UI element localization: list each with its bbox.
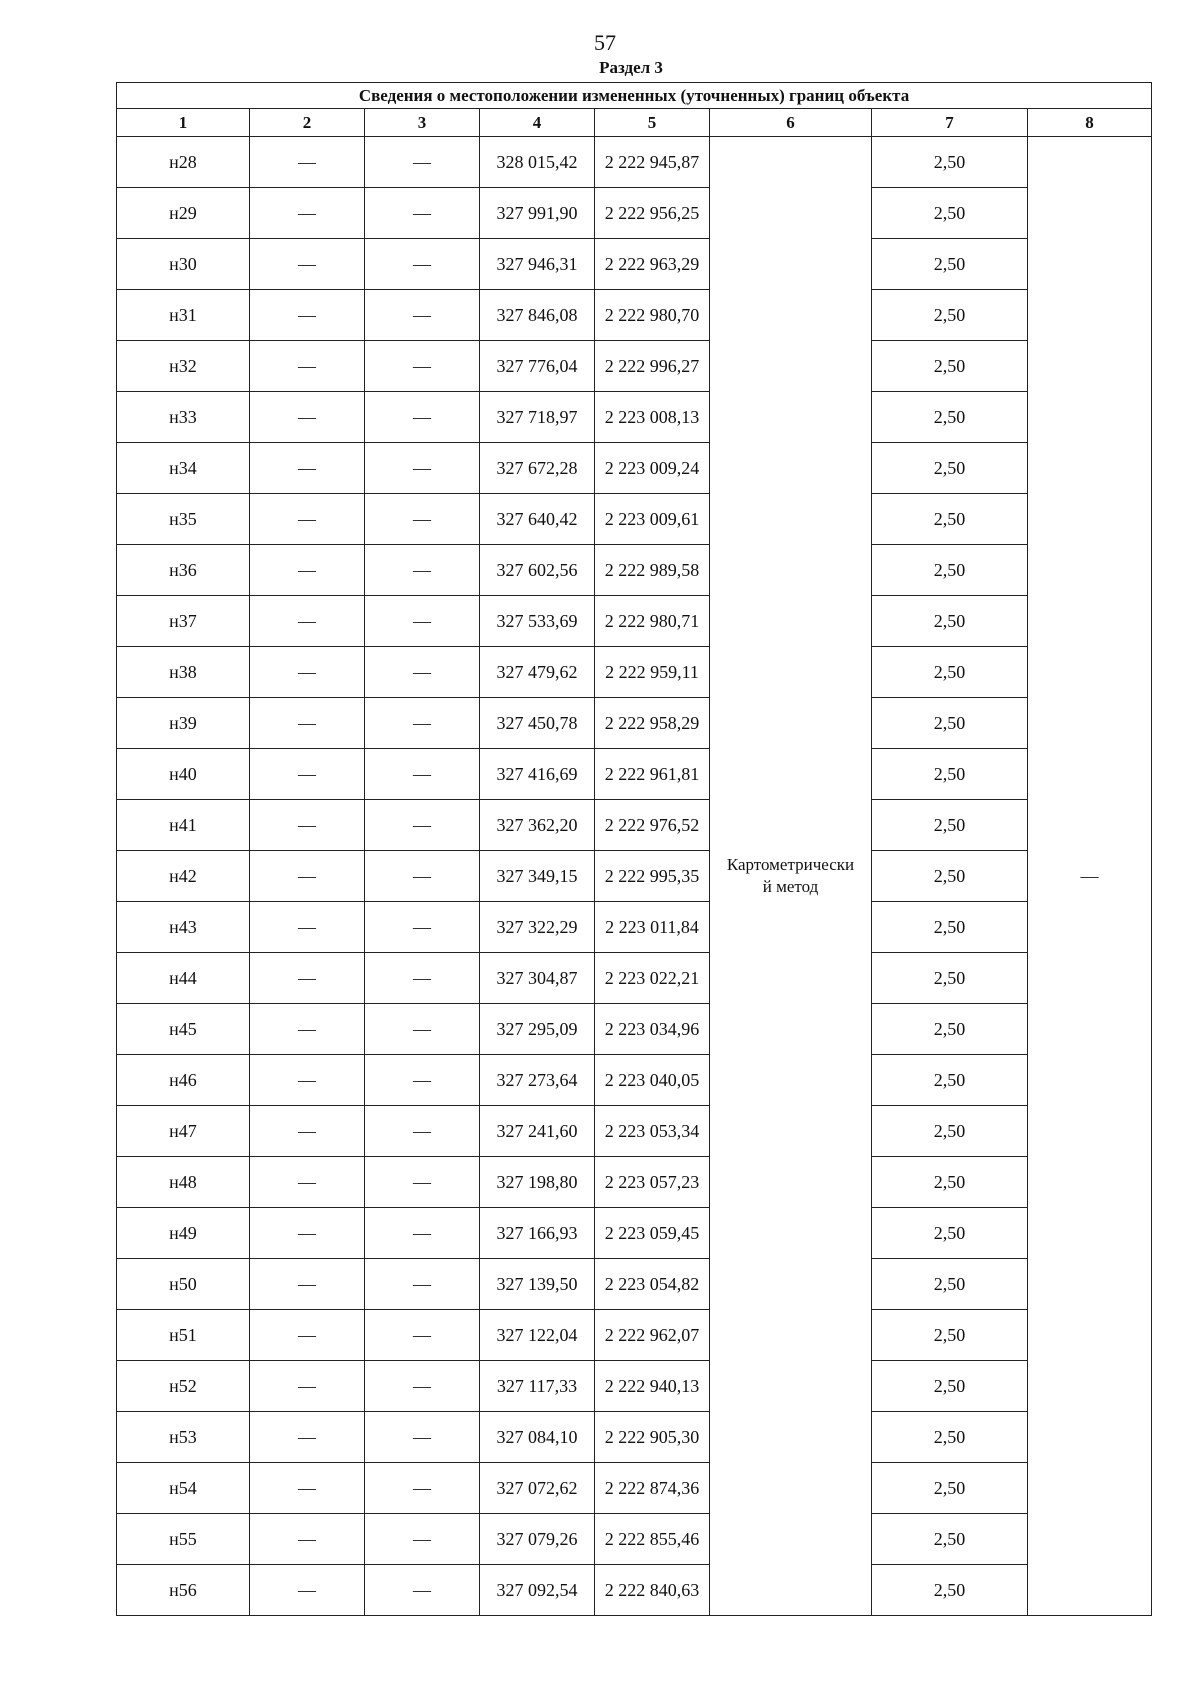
x-coordinate-cell: 327 117,33: [480, 1361, 595, 1412]
point-cell: н49: [117, 1208, 250, 1259]
x-coordinate-cell: 327 640,42: [480, 494, 595, 545]
table-row: [117, 1565, 1152, 1616]
y-coordinate-cell: 2 223 059,45: [595, 1208, 710, 1259]
table-row: [117, 1055, 1152, 1106]
accuracy-cell: 2,50: [872, 1055, 1028, 1106]
column3-cell: —: [365, 749, 480, 800]
point-cell: н53: [117, 1412, 250, 1463]
column2-cell: —: [250, 647, 365, 698]
accuracy-cell: 2,50: [872, 1004, 1028, 1055]
accuracy-cell: 2,50: [872, 1412, 1028, 1463]
accuracy-cell: 2,50: [872, 596, 1028, 647]
table-row: [117, 698, 1152, 749]
method-text-line: Картометрически: [726, 855, 855, 874]
column3-cell: —: [365, 392, 480, 443]
table-row: [117, 545, 1152, 596]
table-row: [117, 647, 1152, 698]
y-coordinate-cell: 2 222 945,87: [595, 137, 710, 188]
accuracy-cell: 2,50: [872, 1463, 1028, 1514]
point-cell: н56: [117, 1565, 250, 1616]
accuracy-cell: 2,50: [872, 137, 1028, 188]
column2-cell: —: [250, 1004, 365, 1055]
column-number: 4: [480, 109, 595, 137]
column2-cell: —: [250, 1259, 365, 1310]
point-cell: н40: [117, 749, 250, 800]
point-cell: н48: [117, 1157, 250, 1208]
accuracy-cell: 2,50: [872, 953, 1028, 1004]
column2-cell: —: [250, 290, 365, 341]
column2-cell: —: [250, 1565, 365, 1616]
table-row: [117, 1361, 1152, 1412]
column3-cell: —: [365, 494, 480, 545]
column2-cell: —: [250, 851, 365, 902]
accuracy-cell: 2,50: [872, 1208, 1028, 1259]
point-cell: н52: [117, 1361, 250, 1412]
x-coordinate-cell: 327 166,93: [480, 1208, 595, 1259]
y-coordinate-cell: 2 222 995,35: [595, 851, 710, 902]
y-coordinate-cell: 2 223 009,61: [595, 494, 710, 545]
x-coordinate-cell: 327 602,56: [480, 545, 595, 596]
column2-cell: —: [250, 1412, 365, 1463]
x-coordinate-cell: 327 084,10: [480, 1412, 595, 1463]
x-coordinate-cell: 327 241,60: [480, 1106, 595, 1157]
table-row: [117, 1259, 1152, 1310]
column2-cell: —: [250, 1463, 365, 1514]
accuracy-cell: 2,50: [872, 698, 1028, 749]
y-coordinate-cell: 2 222 874,36: [595, 1463, 710, 1514]
y-coordinate-cell: 2 222 959,11: [595, 647, 710, 698]
table-row: [117, 341, 1152, 392]
column3-cell: —: [365, 443, 480, 494]
x-coordinate-cell: 327 416,69: [480, 749, 595, 800]
column3-cell: —: [365, 137, 480, 188]
table-row: [117, 902, 1152, 953]
column2-cell: —: [250, 698, 365, 749]
table-row: [117, 800, 1152, 851]
column2-cell: —: [250, 1157, 365, 1208]
accuracy-cell: 2,50: [872, 239, 1028, 290]
point-cell: н35: [117, 494, 250, 545]
accuracy-cell: 2,50: [872, 1259, 1028, 1310]
table-caption: Сведения о местоположении измененных (уточненных) границ объекта: [117, 83, 1152, 109]
x-coordinate-cell: 327 273,64: [480, 1055, 595, 1106]
point-cell: н39: [117, 698, 250, 749]
x-coordinate-cell: 327 349,15: [480, 851, 595, 902]
column3-cell: —: [365, 1157, 480, 1208]
y-coordinate-cell: 2 223 054,82: [595, 1259, 710, 1310]
column3-cell: —: [365, 698, 480, 749]
table-row: [117, 953, 1152, 1004]
x-coordinate-cell: 327 846,08: [480, 290, 595, 341]
table-row: [117, 494, 1152, 545]
point-cell: н54: [117, 1463, 250, 1514]
table-row: [117, 1463, 1152, 1514]
accuracy-cell: 2,50: [872, 902, 1028, 953]
accuracy-cell: 2,50: [872, 341, 1028, 392]
accuracy-cell: 2,50: [872, 188, 1028, 239]
table-row: [117, 1514, 1152, 1565]
y-coordinate-cell: 2 223 009,24: [595, 443, 710, 494]
point-cell: н55: [117, 1514, 250, 1565]
column3-cell: —: [365, 545, 480, 596]
column2-cell: —: [250, 341, 365, 392]
x-coordinate-cell: 328 015,42: [480, 137, 595, 188]
accuracy-cell: 2,50: [872, 1514, 1028, 1565]
column3-cell: —: [365, 1106, 480, 1157]
y-coordinate-cell: 2 223 057,23: [595, 1157, 710, 1208]
column2-cell: —: [250, 800, 365, 851]
table-row: [117, 137, 1152, 188]
table-row: [117, 1004, 1152, 1055]
point-cell: н37: [117, 596, 250, 647]
table-row: [117, 749, 1152, 800]
method-cell: [710, 137, 872, 1616]
y-coordinate-cell: 2 222 980,71: [595, 596, 710, 647]
column3-cell: —: [365, 902, 480, 953]
accuracy-cell: 2,50: [872, 800, 1028, 851]
column-number-row: [117, 109, 1152, 137]
column-number: 7: [872, 109, 1028, 137]
y-coordinate-cell: 2 222 961,81: [595, 749, 710, 800]
column-number: 2: [250, 109, 365, 137]
column-number: 6: [710, 109, 872, 137]
page-number: 57: [594, 30, 616, 55]
x-coordinate-cell: 327 991,90: [480, 188, 595, 239]
accuracy-cell: 2,50: [872, 1157, 1028, 1208]
table-row: [117, 290, 1152, 341]
section-title: Раздел 3: [599, 58, 663, 77]
point-cell: н31: [117, 290, 250, 341]
y-coordinate-cell: 2 222 976,52: [595, 800, 710, 851]
table-row: [117, 239, 1152, 290]
y-coordinate-cell: 2 222 962,07: [595, 1310, 710, 1361]
point-cell: н29: [117, 188, 250, 239]
column-number: 1: [117, 109, 250, 137]
column-number: 8: [1028, 109, 1152, 137]
table-row: [117, 443, 1152, 494]
point-cell: н32: [117, 341, 250, 392]
table-row: [117, 1310, 1152, 1361]
column3-cell: —: [365, 188, 480, 239]
column3-cell: —: [365, 647, 480, 698]
point-cell: н50: [117, 1259, 250, 1310]
point-cell: н51: [117, 1310, 250, 1361]
x-coordinate-cell: 327 533,69: [480, 596, 595, 647]
y-coordinate-cell: 2 222 996,27: [595, 341, 710, 392]
column2-cell: —: [250, 1514, 365, 1565]
x-coordinate-cell: 327 718,97: [480, 392, 595, 443]
column-number: 5: [595, 109, 710, 137]
column2-cell: —: [250, 239, 365, 290]
y-coordinate-cell: 2 222 980,70: [595, 290, 710, 341]
column2-cell: —: [250, 137, 365, 188]
column2-cell: —: [250, 596, 365, 647]
column8-cell: —: [1028, 137, 1152, 1616]
x-coordinate-cell: 327 304,87: [480, 953, 595, 1004]
column2-cell: —: [250, 953, 365, 1004]
y-coordinate-cell: 2 223 053,34: [595, 1106, 710, 1157]
column2-cell: —: [250, 494, 365, 545]
x-coordinate-cell: 327 122,04: [480, 1310, 595, 1361]
point-cell: н33: [117, 392, 250, 443]
column2-cell: —: [250, 545, 365, 596]
column3-cell: —: [365, 1412, 480, 1463]
y-coordinate-cell: 2 222 958,29: [595, 698, 710, 749]
x-coordinate-cell: 327 322,29: [480, 902, 595, 953]
point-cell: н38: [117, 647, 250, 698]
column2-cell: —: [250, 1106, 365, 1157]
point-cell: н30: [117, 239, 250, 290]
table-row: [117, 1157, 1152, 1208]
table-body: [117, 137, 1152, 1616]
point-cell: н34: [117, 443, 250, 494]
column3-cell: —: [365, 1055, 480, 1106]
column2-cell: —: [250, 392, 365, 443]
accuracy-cell: 2,50: [872, 1310, 1028, 1361]
y-coordinate-cell: 2 222 963,29: [595, 239, 710, 290]
x-coordinate-cell: 327 295,09: [480, 1004, 595, 1055]
accuracy-cell: 2,50: [872, 1361, 1028, 1412]
column3-cell: —: [365, 1463, 480, 1514]
accuracy-cell: 2,50: [872, 749, 1028, 800]
accuracy-cell: 2,50: [872, 1106, 1028, 1157]
point-cell: н45: [117, 1004, 250, 1055]
y-coordinate-cell: 2 222 905,30: [595, 1412, 710, 1463]
column2-cell: —: [250, 902, 365, 953]
point-cell: н41: [117, 800, 250, 851]
y-coordinate-cell: 2 223 011,84: [595, 902, 710, 953]
column3-cell: —: [365, 239, 480, 290]
point-cell: н28: [117, 137, 250, 188]
column3-cell: —: [365, 1004, 480, 1055]
point-cell: н42: [117, 851, 250, 902]
table-row: [117, 188, 1152, 239]
accuracy-cell: 2,50: [872, 290, 1028, 341]
y-coordinate-cell: 2 223 034,96: [595, 1004, 710, 1055]
column2-cell: —: [250, 749, 365, 800]
column3-cell: —: [365, 953, 480, 1004]
boundary-points-table: [116, 82, 1152, 1616]
accuracy-cell: 2,50: [872, 647, 1028, 698]
y-coordinate-cell: 2 222 840,63: [595, 1565, 710, 1616]
method-text-line: й метод: [762, 877, 819, 896]
point-cell: н44: [117, 953, 250, 1004]
x-coordinate-cell: 327 479,62: [480, 647, 595, 698]
point-cell: н43: [117, 902, 250, 953]
column3-cell: —: [365, 851, 480, 902]
column2-cell: —: [250, 188, 365, 239]
table-row: [117, 851, 1152, 902]
x-coordinate-cell: 327 450,78: [480, 698, 595, 749]
column3-cell: —: [365, 341, 480, 392]
y-coordinate-cell: 2 222 940,13: [595, 1361, 710, 1412]
x-coordinate-cell: 327 092,54: [480, 1565, 595, 1616]
accuracy-cell: 2,50: [872, 443, 1028, 494]
x-coordinate-cell: 327 072,62: [480, 1463, 595, 1514]
y-coordinate-cell: 2 222 956,25: [595, 188, 710, 239]
accuracy-cell: 2,50: [872, 1565, 1028, 1616]
column3-cell: —: [365, 290, 480, 341]
table-row: [117, 1208, 1152, 1259]
column3-cell: —: [365, 1310, 480, 1361]
accuracy-cell: 2,50: [872, 494, 1028, 545]
column-number: 3: [365, 109, 480, 137]
column3-cell: —: [365, 1565, 480, 1616]
column3-cell: —: [365, 1259, 480, 1310]
x-coordinate-cell: 327 139,50: [480, 1259, 595, 1310]
x-coordinate-cell: 327 946,31: [480, 239, 595, 290]
column3-cell: —: [365, 596, 480, 647]
column2-cell: —: [250, 1361, 365, 1412]
table-row: [117, 1106, 1152, 1157]
y-coordinate-cell: 2 223 040,05: [595, 1055, 710, 1106]
x-coordinate-cell: 327 198,80: [480, 1157, 595, 1208]
column3-cell: —: [365, 1361, 480, 1412]
column2-cell: —: [250, 1310, 365, 1361]
column2-cell: —: [250, 1055, 365, 1106]
y-coordinate-cell: 2 222 855,46: [595, 1514, 710, 1565]
y-coordinate-cell: 2 223 022,21: [595, 953, 710, 1004]
column2-cell: —: [250, 443, 365, 494]
column3-cell: —: [365, 1208, 480, 1259]
x-coordinate-cell: 327 362,20: [480, 800, 595, 851]
column2-cell: —: [250, 1208, 365, 1259]
accuracy-cell: 2,50: [872, 392, 1028, 443]
table-row: [117, 1412, 1152, 1463]
column3-cell: —: [365, 800, 480, 851]
point-cell: н46: [117, 1055, 250, 1106]
table-row: [117, 596, 1152, 647]
x-coordinate-cell: 327 672,28: [480, 443, 595, 494]
accuracy-cell: 2,50: [872, 851, 1028, 902]
x-coordinate-cell: 327 079,26: [480, 1514, 595, 1565]
column3-cell: —: [365, 1514, 480, 1565]
point-cell: н47: [117, 1106, 250, 1157]
y-coordinate-cell: 2 222 989,58: [595, 545, 710, 596]
table-row: [117, 392, 1152, 443]
x-coordinate-cell: 327 776,04: [480, 341, 595, 392]
accuracy-cell: 2,50: [872, 545, 1028, 596]
point-cell: н36: [117, 545, 250, 596]
y-coordinate-cell: 2 223 008,13: [595, 392, 710, 443]
